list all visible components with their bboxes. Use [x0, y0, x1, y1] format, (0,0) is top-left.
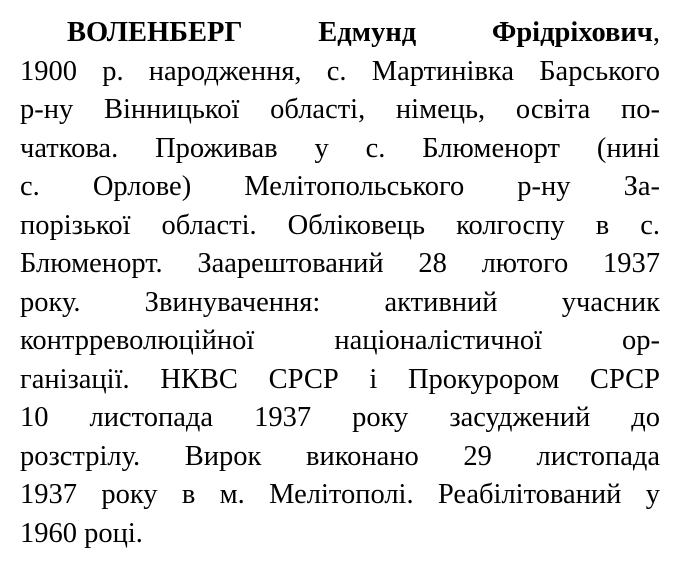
text-line: контрреволюційної націоналістичної ор-: [20, 325, 660, 356]
text-line: 1937 року в м. Мелітополі. Реабілітований у: [20, 479, 660, 510]
text-line: ганізації. НКВС СРСР і Прокурором СРСР: [20, 363, 660, 395]
name-punctuation: ,: [652, 17, 660, 48]
text-line: 10 листопада 1937 року засуджений до: [20, 402, 660, 433]
text-line: 1960 році.: [20, 517, 143, 549]
text-line: р-ну Вінницької області, німець, освіта по-: [20, 94, 660, 125]
text-line: чаткова. Проживав у с. Блюменорт (нині: [20, 132, 660, 164]
text-line: розстрілу. Вирок виконано 29 листопада: [20, 440, 660, 472]
text-line: Блюменорт. Заарештований 28 лютого 1937: [20, 248, 660, 279]
text-line: 1900 р. народження, с. Мартинівка Барського: [20, 55, 660, 87]
entry-heading-line: [20, 14, 660, 53]
biography-entry: [20, 14, 660, 574]
person-name: ВОЛЕНБЕРГ Едмунд Фрідріхович: [67, 17, 653, 48]
text-line: року. Звинувачення: активний учасник: [20, 286, 660, 318]
text-line: с. Орлове) Мелітопольського р-ну За-: [20, 171, 660, 202]
text-line: порізької області. Обліковець колгоспу в с.: [20, 209, 660, 241]
